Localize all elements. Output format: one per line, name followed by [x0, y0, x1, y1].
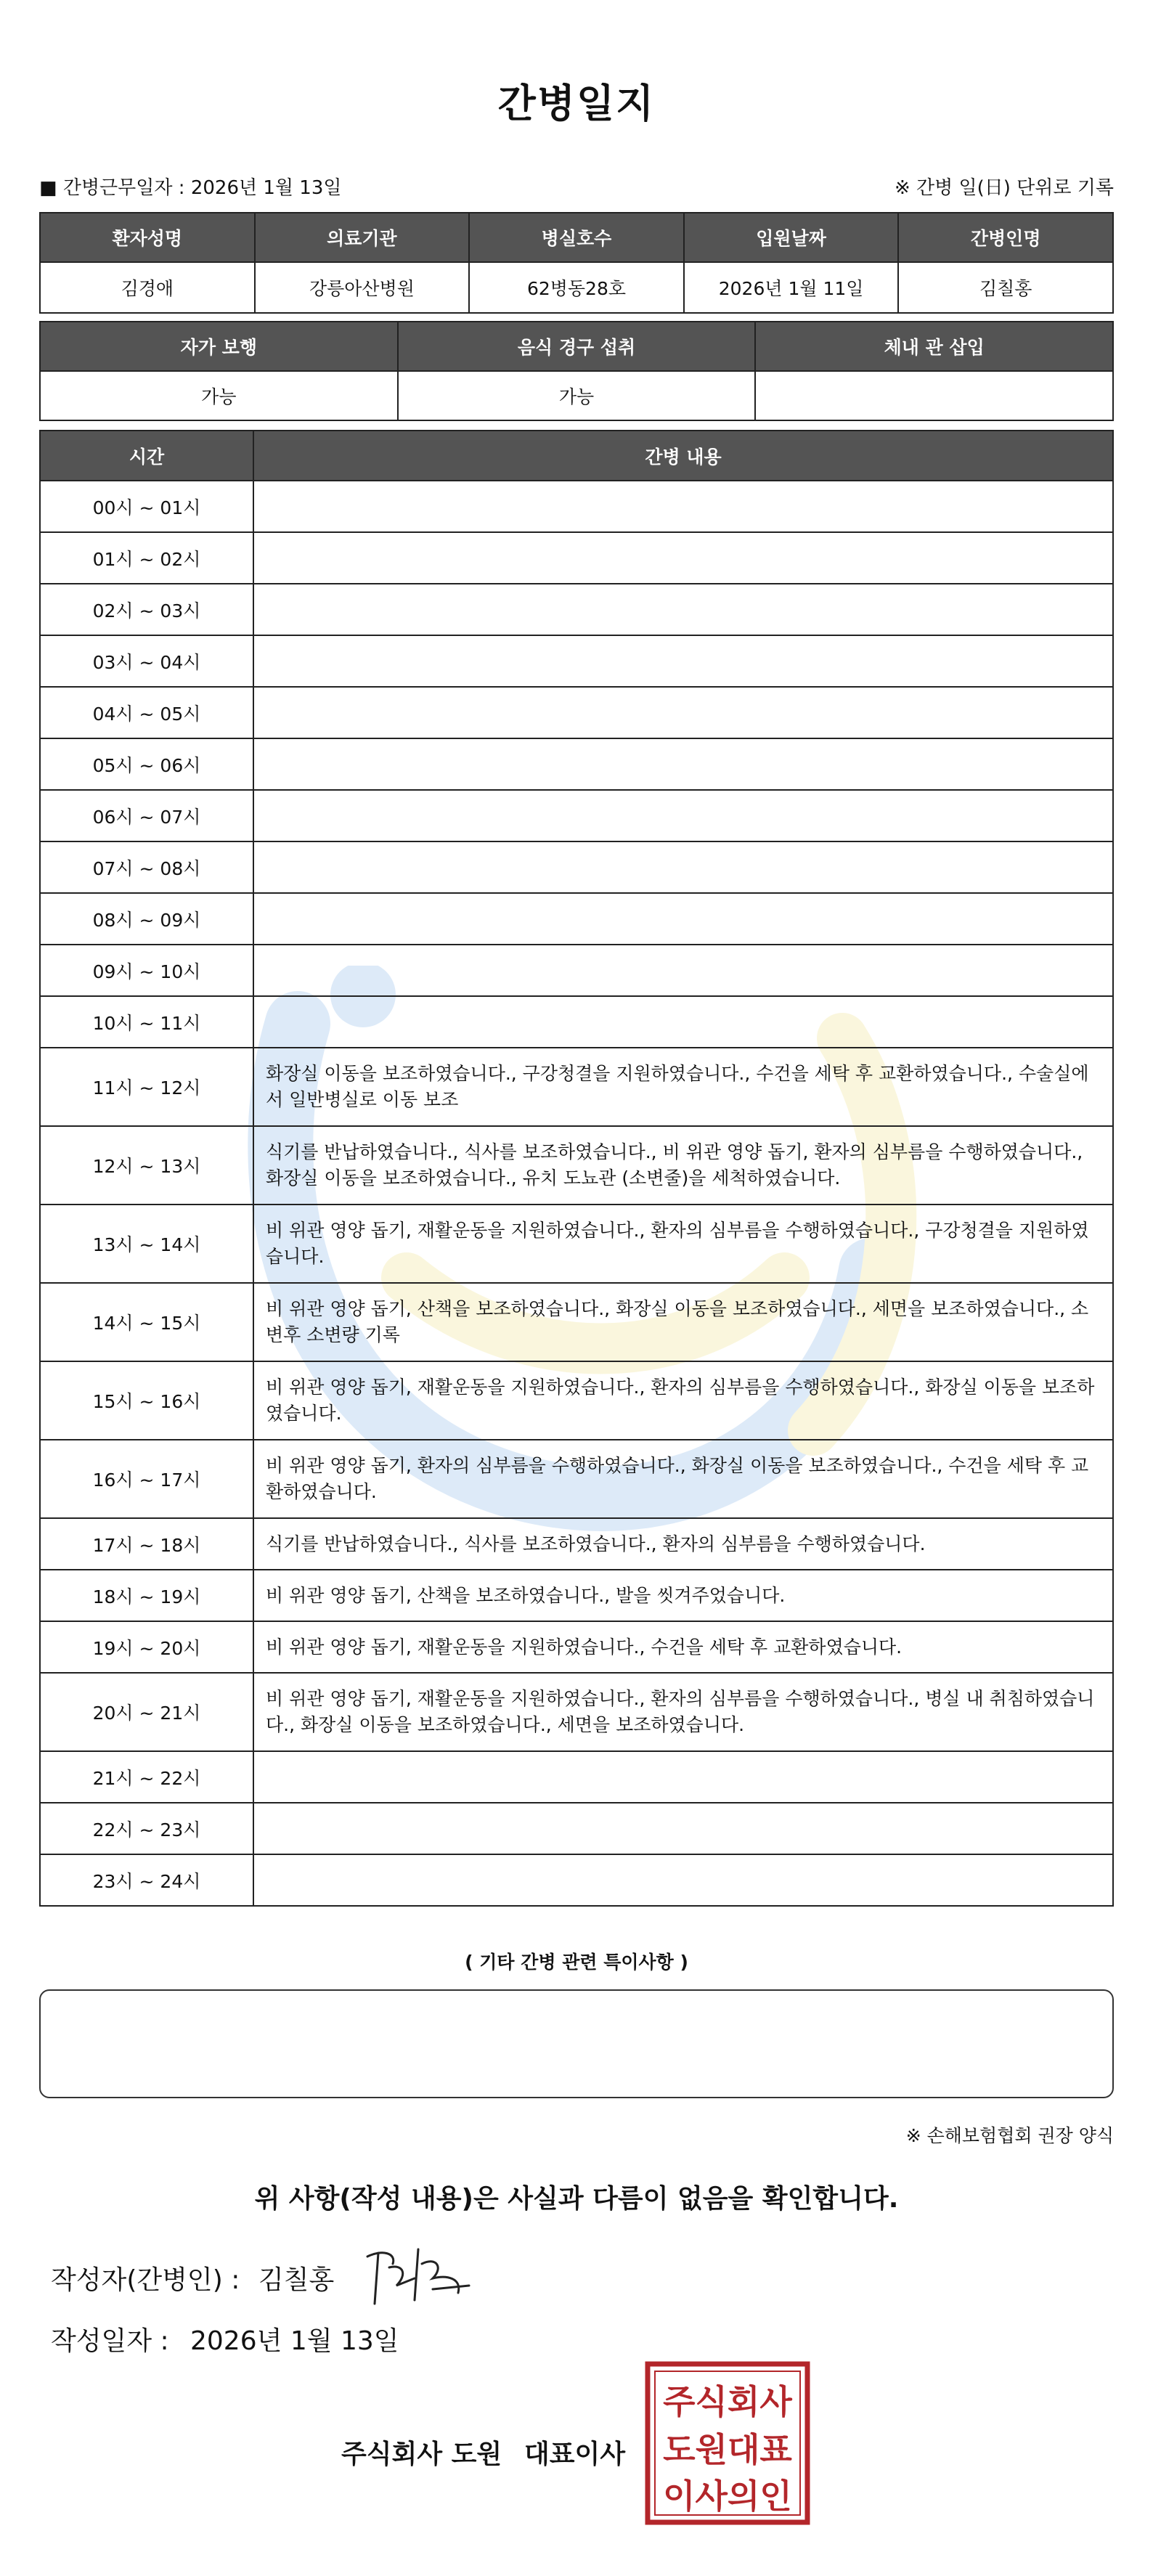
log-content: 식기를 반납하였습니다., 식사를 보조하였습니다., 비 위관 영양 돕기, 환자의 심부름을 수행하였습니다., 화장실 이동을 보조하였습니다., 유치 도뇨관 (소변줄)을 세척하였습니다. [253, 1126, 1113, 1205]
svg-text:주식회사: 주식회사 [663, 2382, 792, 2421]
unit-note: ※ 간병 일(日) 단위로 기록 [894, 177, 1114, 199]
log-row [40, 1361, 1113, 1440]
log-row [40, 1126, 1113, 1205]
time-header: 시간 [40, 431, 253, 481]
log-content [253, 532, 1113, 584]
hospital-header: 의료기관 [255, 213, 470, 262]
company-name: 주식회사 도원 [341, 2440, 502, 2469]
room-number: 62병동28호 [469, 262, 684, 313]
patient-name: 김경애 [40, 262, 255, 313]
log-content [253, 687, 1113, 738]
svg-text:도원대표: 도원대표 [663, 2430, 792, 2469]
log-content [253, 481, 1113, 532]
tube-header: 체내 관 삽입 [755, 322, 1113, 371]
log-content [253, 635, 1113, 687]
caregiver-name: 김칠홍 [898, 262, 1113, 313]
log-row [40, 1803, 1113, 1854]
log-content: 비 위관 영양 돕기, 재활운동을 지원하였습니다., 환자의 심부름을 수행하였습니다., 병실 내 취침하였습니다., 화장실 이동을 보조하였습니다., 세면을 보조하였습니다. [253, 1673, 1113, 1751]
room-header: 병실호수 [469, 213, 684, 262]
patient-info-table [39, 212, 1114, 314]
log-row [40, 1673, 1113, 1751]
notes-heading: ( 기타 간병 관련 특이사항 ) [465, 1952, 688, 1973]
walking-value: 가능 [40, 371, 398, 420]
hospital: 강릉아산병원 [255, 262, 470, 313]
log-time: 23시 ~ 24시 [40, 1854, 253, 1906]
written-date-label: 작성일자 : [51, 2326, 169, 2356]
writer-label: 작성자(간병인) : [51, 2265, 240, 2295]
log-time: 05시 ~ 06시 [40, 738, 253, 790]
log-row [40, 945, 1113, 996]
signature [353, 2235, 484, 2315]
log-row [40, 1518, 1113, 1570]
tube-value [755, 371, 1113, 420]
log-time: 22시 ~ 23시 [40, 1803, 253, 1854]
log-row [40, 1570, 1113, 1621]
log-content [253, 893, 1113, 945]
log-row [40, 738, 1113, 790]
writer-name: 김칠홍 [258, 2265, 335, 2295]
log-row [40, 584, 1113, 635]
document-title: 간병일지 [497, 81, 656, 126]
confirm-statement: 위 사항(작성 내용)은 사실과 다름이 없음을 확인합니다. [254, 2184, 899, 2214]
log-time: 18시 ~ 19시 [40, 1570, 253, 1621]
log-row [40, 1440, 1113, 1518]
log-content [253, 738, 1113, 790]
log-time: 03시 ~ 04시 [40, 635, 253, 687]
log-time: 07시 ~ 08시 [40, 841, 253, 893]
admission-date-header: 입원날짜 [684, 213, 899, 262]
log-content: 화장실 이동을 보조하였습니다., 구강청결을 지원하였습니다., 수건을 세탁 후 교환하였습니다., 수술실에서 일반병실로 이동 보조 [253, 1048, 1113, 1126]
company-role: 대표이사 [524, 2440, 626, 2469]
log-time: 06시 ~ 07시 [40, 790, 253, 841]
log-time: 21시 ~ 22시 [40, 1751, 253, 1803]
walking-header: 자가 보행 [40, 322, 398, 371]
log-content: 비 위관 영양 돕기, 재활운동을 지원하였습니다., 환자의 심부름을 수행하였습니다., 구강청결을 지원하였습니다. [253, 1205, 1113, 1283]
log-content: 비 위관 영양 돕기, 환자의 심부름을 수행하였습니다., 화장실 이동을 보조하였습니다., 수건을 세탁 후 교환하였습니다. [253, 1440, 1113, 1518]
log-content: 비 위관 영양 돕기, 산책을 보조하였습니다., 화장실 이동을 보조하였습니다., 세면을 보조하였습니다., 소변후 소변량 기록 [253, 1283, 1113, 1361]
log-time: 04시 ~ 05시 [40, 687, 253, 738]
log-row [40, 1751, 1113, 1803]
log-content: 비 위관 영양 돕기, 재활운동을 지원하였습니다., 환자의 심부름을 수행하였습니다., 화장실 이동을 보조하였습니다. [253, 1361, 1113, 1440]
log-content [253, 1803, 1113, 1854]
log-row [40, 687, 1113, 738]
log-row [40, 996, 1113, 1048]
log-row [40, 481, 1113, 532]
log-content: 비 위관 영양 돕기, 산책을 보조하였습니다., 발을 씻겨주었습니다. [253, 1570, 1113, 1621]
log-time: 14시 ~ 15시 [40, 1283, 253, 1361]
log-time: 02시 ~ 03시 [40, 584, 253, 635]
notes-box [39, 1989, 1114, 2098]
log-row [40, 893, 1113, 945]
log-row [40, 1854, 1113, 1906]
log-content: 비 위관 영양 돕기, 재활운동을 지원하였습니다., 수건을 세탁 후 교환하였습니다. [253, 1621, 1113, 1673]
log-row [40, 635, 1113, 687]
log-time: 16시 ~ 17시 [40, 1440, 253, 1518]
log-row [40, 1283, 1113, 1361]
log-content: 식기를 반납하였습니다., 식사를 보조하였습니다., 환자의 심부름을 수행하였습니다. [253, 1518, 1113, 1570]
log-row [40, 790, 1113, 841]
oral-intake-header: 음식 경구 섭취 [398, 322, 756, 371]
log-content [253, 1854, 1113, 1906]
care-log-table [39, 430, 1114, 1907]
log-time: 17시 ~ 18시 [40, 1518, 253, 1570]
log-content [253, 945, 1113, 996]
work-date-label: ■ 간병근무일자 : 2026년 1월 13일 [39, 177, 342, 199]
caregiver-name-header: 간병인명 [898, 213, 1113, 262]
log-time: 20시 ~ 21시 [40, 1673, 253, 1751]
log-time: 13시 ~ 14시 [40, 1205, 253, 1283]
log-time: 10시 ~ 11시 [40, 996, 253, 1048]
log-content [253, 841, 1113, 893]
log-content [253, 790, 1113, 841]
log-time: 09시 ~ 10시 [40, 945, 253, 996]
log-row [40, 532, 1113, 584]
log-row [40, 1621, 1113, 1673]
log-time: 11시 ~ 12시 [40, 1048, 253, 1126]
log-content [253, 584, 1113, 635]
patient-name-header: 환자성명 [40, 213, 255, 262]
company-seal [645, 2361, 810, 2525]
svg-text:이사의인: 이사의인 [663, 2477, 792, 2516]
log-time: 19시 ~ 20시 [40, 1621, 253, 1673]
admission-date: 2026년 1월 11일 [684, 262, 899, 313]
log-time: 12시 ~ 13시 [40, 1126, 253, 1205]
recommend-note: ※ 손해보험협회 권장 양식 [905, 2125, 1114, 2146]
log-time: 15시 ~ 16시 [40, 1361, 253, 1440]
log-row [40, 1048, 1113, 1126]
log-content [253, 996, 1113, 1048]
patient-ability-table [39, 321, 1114, 421]
log-time: 01시 ~ 02시 [40, 532, 253, 584]
oral-intake-value: 가능 [398, 371, 756, 420]
log-row [40, 1205, 1113, 1283]
log-row [40, 841, 1113, 893]
content-header: 간병 내용 [253, 431, 1113, 481]
log-content [253, 1751, 1113, 1803]
log-time: 00시 ~ 01시 [40, 481, 253, 532]
written-date: 2026년 1월 13일 [190, 2326, 399, 2356]
log-time: 08시 ~ 09시 [40, 893, 253, 945]
